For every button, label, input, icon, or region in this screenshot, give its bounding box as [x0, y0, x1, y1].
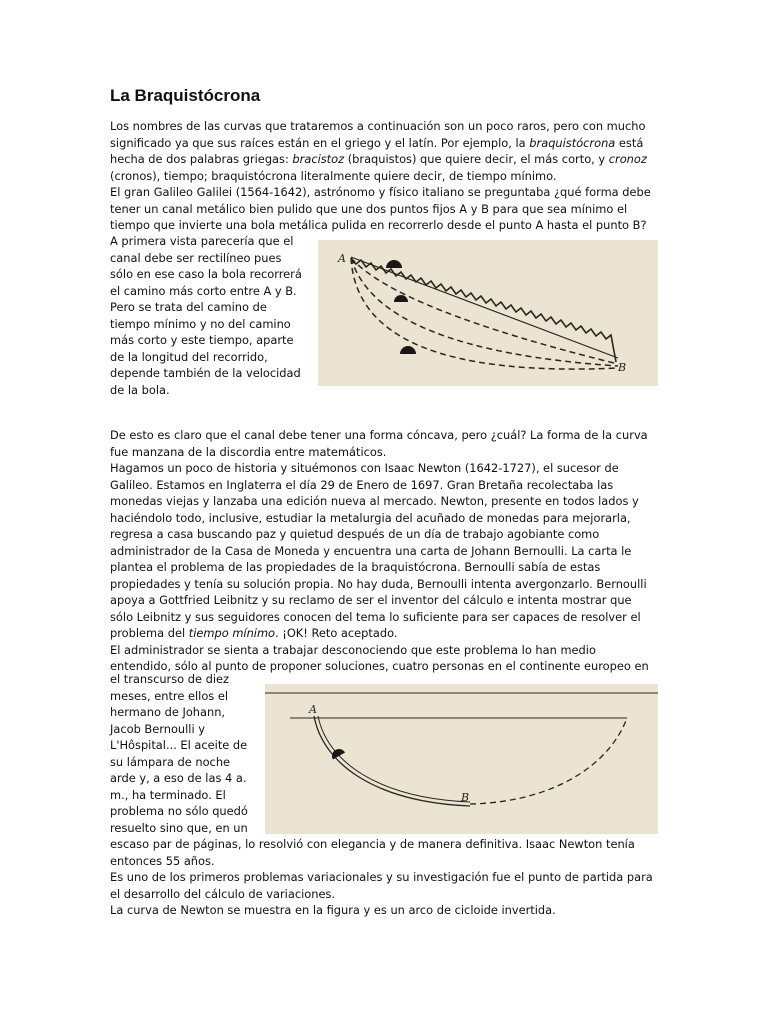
cycloid-channel-inner [318, 716, 470, 802]
history-section [110, 427, 658, 675]
cycloid-figure [265, 684, 658, 834]
ball-2 [394, 295, 408, 302]
dashed-curve-3 [351, 258, 618, 369]
conclusion-paragraph-2: Es uno de los primeros problemas variacionales y su investigación fue el punto de partida para el desarrollo del cálculo de variaciones. [110, 870, 653, 901]
intro-paragraph: Los nombres de las curvas que trataremos a continuación son un poco raros, pero con mucho significado ya que sus raíces están en el griego y el latín. Por ejemplo, la braquistócrona está hecha de dos palabras griegas: bracistoz (braquistos) que quiere decir, el más corto, y cronoz (cronos), tiempo; braquistócrona literalmente quiere decir, de tiempo mínimo. [110, 119, 647, 183]
dashed-curve-2 [351, 258, 618, 366]
label-b: B [618, 361, 627, 374]
cycloid-channel-outer [314, 716, 470, 806]
newton-side-text: el transcurso de diez meses, entre ellos el hermano de Johann, Jacob Bernoulli y L'Hôspital... El aceite de su lámpara de noche arde y, a eso de las 4 a. m., ha terminado. El problema no sólo quedó resuelto sino que, en un [110, 672, 248, 835]
newton-history-paragraph: Hagamos un poco de historia y situémonos con Isaac Newton (1642-1727), el sucesor de Galileo. Estamos en Inglaterra el día 29 de Enero de 1697. Gran Bretaña recolectaba las monedas viejas y lanzaba una edición nueva al mercado. Newton, presente en todos lados y haciéndolo todo, inclusive, estudiar la metalurgia del acuñado de monedas para mejorarla, regresa a casa buscando paz y quietud después de un día de trabajo agobiante como administrador de la Casa de Moneda y encuentra una carta de Johann Bernoulli. La carta le plantea el problema de las propiedades de la braquistócrona. Bernoulli sabía de estas propiedades y tenía su solución propia. No hay duda, Bernoulli intenta avergonzarlo. Bernoulli apoya a Gottfried Leibnitz y su reclamo de ser el inventor del cálculo e intenta mostrar que sólo Leibnitz y sus seguidores conocen del tema lo suficiente para ser capaces de resolver el problema del tiempo mínimo. ¡OK! Reto aceptado. [110, 461, 647, 640]
ball-3 [400, 346, 416, 354]
straight-channel [351, 260, 616, 362]
ball-1 [386, 260, 402, 268]
cycloid-dashed [470, 718, 627, 804]
galileo-side-text: A primera vista parecería que el canal debe ser rectilíneo pues sólo en ese caso la bola recorrerá el camino más corto entre A y B. Pero se trata del camino de tiempo mínimo y no del camino más corto y este tiempo, aparte de la longitud del recorrido, depende también de la velocidad de la bola. [110, 234, 302, 397]
administrator-paragraph: El administrador se sienta a trabajar desconociendo que este problema lo han medio entendido, sólo al punto de proponer soluciones, cuatro personas en el continente europeo en [110, 642, 649, 673]
channels-figure [318, 240, 658, 386]
conclusion-paragraph-1: escaso par de páginas, lo resolvió con elegancia y de manera definitiva. Isaac Newton tenía entonces 55 años. [110, 837, 635, 868]
conclusion-paragraph-3: La curva de Newton se muestra en la figura y es un arco de cicloide invertida. [110, 903, 556, 917]
conclusion-section [110, 836, 658, 919]
concave-paragraph: De esto es claro que el canal debe tener una forma cóncava, pero ¿cuál? La forma de la curva fue manzana de la discordia entre matemáticos. [110, 428, 648, 459]
page-title: La Braquistócrona [110, 86, 261, 105]
label-a: A [309, 703, 317, 716]
intro-section [110, 118, 658, 234]
label-b: B [461, 791, 470, 804]
label-a: A [338, 252, 346, 265]
galileo-question-paragraph: El gran Galileo Galilei (1564-1642), astrónomo y físico italiano se preguntaba ¿qué forma debe tener un canal metálico bien pulido que une dos puntos fijos A y B para que sea mínimo el tiempo que invierte una bola metálica pulida en recorrerlo desde el punto A hasta el punto B? [110, 185, 651, 232]
dashed-curve-1 [351, 258, 618, 364]
